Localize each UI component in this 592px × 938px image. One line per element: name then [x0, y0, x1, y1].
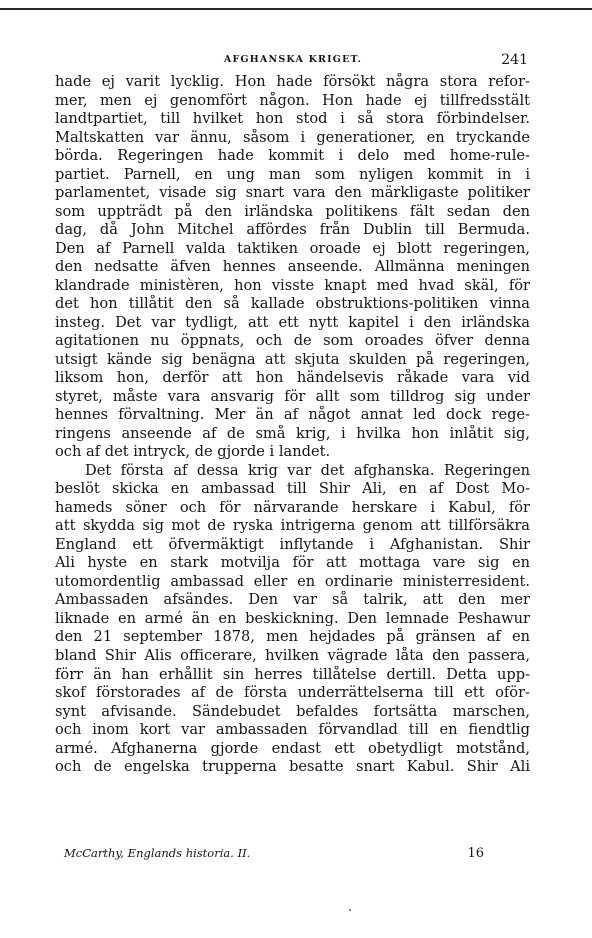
- text-line: hameds söner och för närvarande herskare i Kabul, för: [55, 498, 530, 516]
- page-footer: [64, 846, 484, 864]
- text-line: Ambassaden afsändes. Den var så talrik, att den mer: [55, 591, 530, 609]
- text-line: skof förstorades af de första underrättelserna till ett oför-: [55, 684, 530, 702]
- text-line: ringens anseende af de små krig, i hvilka hon inlåtit sig,: [55, 424, 530, 442]
- text-line: klandrade ministèren, hon visste knapt med hvad skäl, för: [55, 276, 530, 294]
- text-line: England ett öfvermäktigt inflytande i Afghanistan. Shir: [55, 535, 530, 553]
- text-line: Det första af dessa krig var det afghanska. Regeringen: [85, 461, 530, 479]
- text-line: förr än han erhållit sin herres tillåtelse dertill. Detta upp-: [55, 665, 530, 683]
- text-line: den nedsatte äfven hennes anseende. Allmänna meningen: [55, 258, 530, 276]
- body-text: [55, 73, 530, 777]
- text-line: Den af Parnell valda taktiken oroade ej blott regeringen,: [55, 239, 530, 257]
- text-line: bland Shir Alis officerare, hvilken vägrade låta den passera,: [55, 646, 530, 664]
- text-line: och inom kort var ambassaden förvandlad till en fiendtlig: [55, 721, 530, 739]
- text-line: utomordentlig ambassad eller en ordinarie ministerresident.: [55, 572, 530, 590]
- text-line: Maltskatten var ännu, såsom i generationer, en tryckande: [55, 128, 530, 146]
- text-line: att skydda sig mot de ryska intrigerna genom att tillförsäkra: [55, 517, 530, 535]
- text-line: som uppträdt på den irländska politikens fält sedan den: [55, 202, 530, 220]
- text-line: hennes förvaltning. Mer än af något annat led dock rege-: [55, 406, 530, 424]
- text-line: det hon tillåtit den så kallade obstruktions-politiken vinna: [55, 295, 530, 313]
- text-line: Ali hyste en stark motvilja för att mottaga vare sig en: [55, 554, 530, 572]
- text-line: partiet. Parnell, en ung man som nyligen kommit in i: [55, 165, 530, 183]
- text-line: och de engelska trupperna besatte snart Kabul. Shir Ali: [55, 758, 530, 776]
- text-line: synt afvisande. Sändebudet befaldes fortsätta marschen,: [55, 702, 530, 720]
- text-line: insteg. Det var tydligt, att ett nytt kapitel i den irländska: [55, 313, 530, 331]
- paper-speck: [349, 909, 351, 911]
- text-line: liksom hon, derför att hon händelsevis råkade vara vid: [55, 369, 530, 387]
- text-line: beslöt skicka en ambassad till Shir Ali, en af Dost Mo-: [55, 480, 530, 498]
- text-line: mer, men ej genomfört någon. Hon hade ej tillfredsstält: [55, 91, 530, 109]
- text-line: armé. Afghanerna gjorde endast ett obetydligt motstånd,: [55, 739, 530, 757]
- signature-number: 16: [467, 846, 484, 861]
- text-line: utsigt kände sig benägna att skjuta skulden på regeringen,: [55, 350, 530, 368]
- page-number: 241: [501, 52, 528, 68]
- text-line: agitationen nu öppnats, och de som oroades öfver denna: [55, 332, 530, 350]
- text-line: dag, då John Mitchel affördes från Dublin till Bermuda.: [55, 221, 530, 239]
- text-line: och af det intryck, de gjorde i landet.: [55, 443, 331, 461]
- text-line: parlamentet, visade sig snart vara den märkligaste politiker: [55, 184, 530, 202]
- text-line: liknade en armé än en beskickning. Den lemnade Peshawur: [55, 609, 530, 627]
- text-line: börda. Regeringen hade kommit i delo med home-rule-: [55, 147, 530, 165]
- printer-signature: McCarthy, Englands historia. II.: [64, 846, 251, 860]
- top-rule: [0, 8, 592, 10]
- text-line: landtpartiet, till hvilket hon stod i så stora förbindelser.: [55, 110, 530, 128]
- running-head: AFGHANSKA KRIGET.: [223, 54, 363, 65]
- page-header: [58, 54, 528, 72]
- text-line: styret, måste vara ansvarig för allt som tilldrog sig under: [55, 387, 530, 405]
- text-line: hade ej varit lycklig. Hon hade försökt några stora refor-: [55, 73, 530, 90]
- text-line: den 21 september 1878, men hejdades på gränsen af en: [55, 628, 530, 646]
